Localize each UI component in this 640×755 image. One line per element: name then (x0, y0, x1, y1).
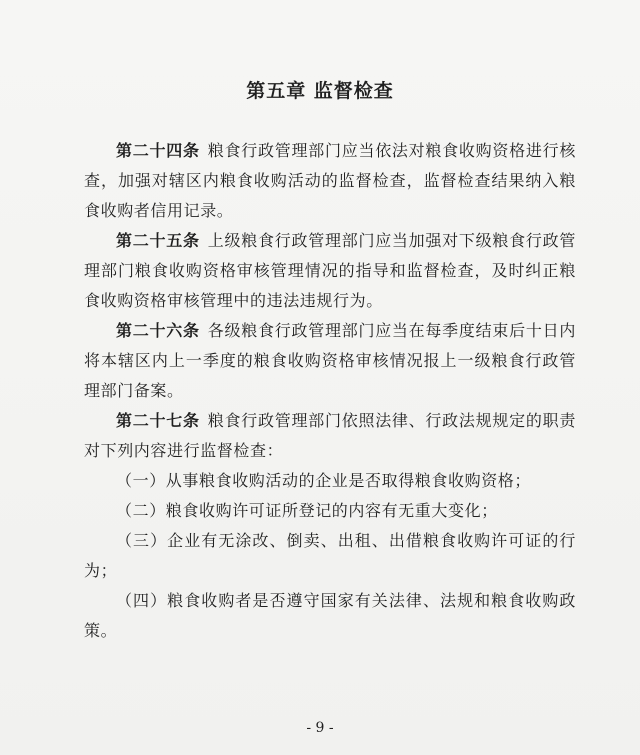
paragraph-article-27 (84, 406, 576, 466)
chapter-title: 第五章 监督检查 (246, 80, 394, 102)
article-number: 第二十六条 (116, 321, 200, 340)
paragraph-article-24 (84, 136, 576, 226)
list-item-4 (84, 586, 576, 646)
list-item-2 (84, 496, 576, 526)
paragraph-text: 粮食行政管理部门依照法律、行政法规规定的职责对下列内容进行监督检查： (84, 411, 576, 460)
paragraph-text: 上级粮食行政管理部门应当加强对下级粮食行政管理部门粮食收购资格审核管理情况的指导和监督检查，及时纠正粮食收购资格审核管理中的违法违规行为。 (84, 231, 576, 310)
body-text (84, 136, 576, 646)
paragraph-article-25 (84, 226, 576, 316)
paragraph-text: 各级粮食行政管理部门应当在每季度结束后十日内将本辖区内上一季度的粮食收购资格审核情况报上一级粮食行政管理部门备案。 (84, 321, 576, 400)
paragraph-text: 粮食行政管理部门应当依法对粮食收购资格进行核查，加强对辖区内粮食收购活动的监督检查，监督检查结果纳入粮食收购者信用记录。 (84, 141, 576, 220)
article-number: 第二十五条 (116, 231, 200, 250)
paragraph-article-26 (84, 316, 576, 406)
paragraph-text: （三）企业有无涂改、倒卖、出租、出借粮食收购许可证的行为； (84, 531, 576, 580)
paragraph-text: （一）从事粮食收购活动的企业是否取得粮食收购资格； (116, 471, 532, 490)
page-number: - 9 - (306, 720, 334, 736)
list-item-3 (84, 526, 576, 586)
paragraph-text: （四）粮食收购者是否遵守国家有关法律、法规和粮食收购政策。 (84, 591, 576, 640)
list-item-1 (84, 466, 576, 496)
article-number: 第二十七条 (116, 411, 200, 430)
article-number: 第二十四条 (116, 141, 200, 160)
paragraph-text: （二）粮食收购许可证所登记的内容有无重大变化； (116, 501, 498, 520)
